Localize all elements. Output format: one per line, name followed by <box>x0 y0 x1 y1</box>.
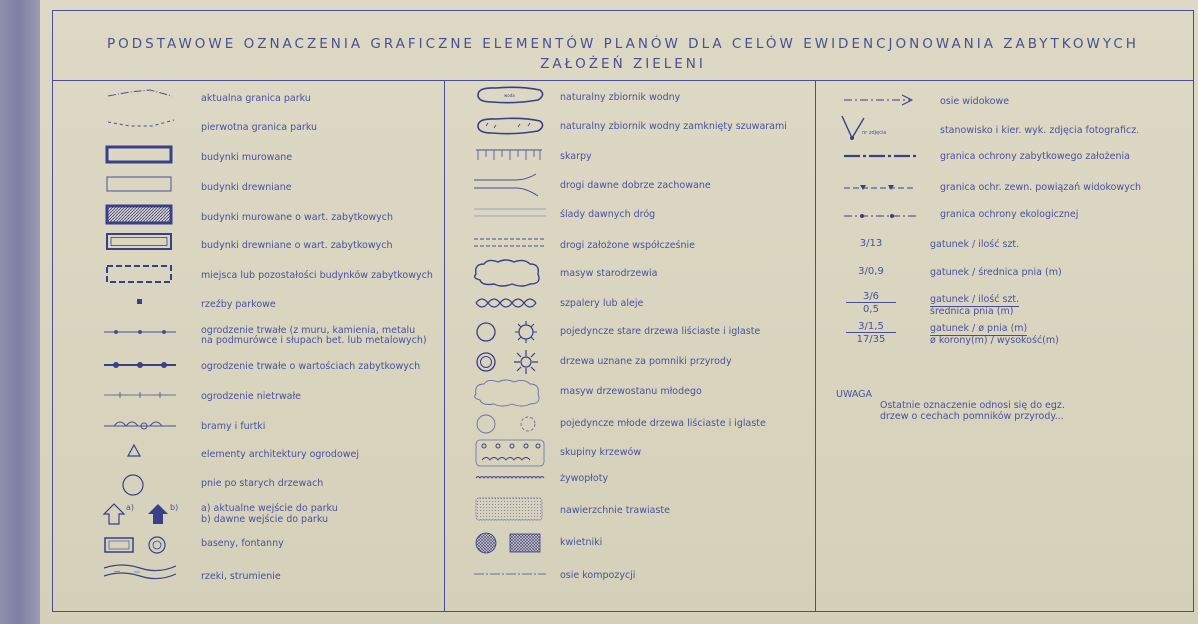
legend-label: baseny, fontanny <box>201 538 284 549</box>
legend-label: budynki drewniane o wart. zabytkowych <box>201 240 393 251</box>
legend-label: rzeźby parkowe <box>201 299 276 310</box>
river-icon <box>100 558 180 586</box>
young-woodland-icon <box>470 376 550 410</box>
fraction-3-denominator: 0,5 <box>863 304 879 315</box>
fraction-label: gatunek / ilość szt. <box>930 294 1020 305</box>
pond-reeds-icon <box>470 114 550 138</box>
legend-label: stanowisko i kier. wyk. zdjęcia fotograficz. <box>940 125 1140 136</box>
fraction-3-numerator: 3/6 <box>846 291 896 303</box>
legend-label: granica ochrony ekologicznej <box>940 209 1079 220</box>
svg-text:woda: woda <box>504 93 515 98</box>
legend-label: osie kompozycji <box>560 570 636 581</box>
legend-label: budynki drewniane <box>201 182 292 193</box>
thin-rectangle-icon <box>100 172 180 196</box>
fence-thin-icon <box>100 385 180 405</box>
legend-label: masyw starodrzewia <box>560 268 658 279</box>
legend-label: pojedyncze młode drzewa liściaste i iglaste <box>560 418 766 429</box>
legend-label: budynki murowane o wart. zabytkowych <box>201 212 394 223</box>
legend-subtitle: ZAŁOŻEŃ ZIELENI <box>540 56 706 72</box>
legend-label: naturalny zbiornik wodny <box>560 92 681 103</box>
legend-label: naturalny zbiornik wodny zamknięty szuwarami <box>560 121 787 132</box>
fence-bold-icon <box>100 355 180 375</box>
protection-boundary-icon <box>840 146 920 166</box>
note-heading: UWAGA <box>836 389 873 400</box>
old-woodland-icon <box>470 256 550 290</box>
note-text: Ostatnie oznaczenie odnosi się do egz. <box>880 400 1065 411</box>
view-axis-icon <box>840 90 920 110</box>
legend-label: miejsca lub pozostałości budynków zabytkowych <box>201 270 433 281</box>
fraction-label: gatunek / ø pnia (m) <box>930 323 1028 334</box>
dashed-boundary-icon <box>100 114 180 134</box>
legend-label: pierwotna granica parku <box>201 122 318 133</box>
entrance-tag-b: b) <box>170 503 179 512</box>
column-divider-1 <box>444 80 445 612</box>
small-square-icon <box>130 292 150 312</box>
fence-dots-icon <box>100 322 180 342</box>
legend-label: kwietniki <box>560 537 603 548</box>
fraction-label: gatunek / ilość szt. <box>930 239 1020 250</box>
legend-label: granica ochr. zewn. powiązań widokowych <box>940 182 1142 193</box>
legend-label: masyw drzewostanu młodego <box>560 386 702 397</box>
legend-label: elementy architektury ogrodowej <box>201 449 360 460</box>
legend-label: ślady dawnych dróg <box>560 209 656 220</box>
legend-label-line2: b) dawne wejście do parku <box>201 514 329 525</box>
fraction-4-denominator: 17/35 <box>856 334 886 345</box>
legend-label: drogi założone współcześnie <box>560 240 696 251</box>
bold-rectangle-icon <box>100 143 180 167</box>
hedge-icon <box>470 470 550 486</box>
legend-label: drogi dawne dobrze zachowane <box>560 180 711 191</box>
lawn-icon <box>470 494 550 524</box>
legend-label: żywopłoty <box>560 473 609 484</box>
fraction-label-line2: ø korony(m) / wysokość(m) <box>930 335 1059 346</box>
old-tree-icon <box>470 318 550 346</box>
legend-title: PODSTAWOWE OZNACZENIA GRAFICZNE ELEMENTÓW PLANÓW DLA CELÓW EWIDENCJONOWANIA ZABYTKOWYCH <box>107 36 1139 52</box>
legend-label-line2: na podmurówce i słupach bet. lub metalowych) <box>201 335 427 346</box>
legend-label: granica ochrony zabytkowego założenia <box>940 151 1130 162</box>
fraction-2: 3/0,9 <box>858 266 884 277</box>
legend-label: rzeki, strumienie <box>201 571 281 582</box>
fraction-label-line2: średnica pnia (m) <box>930 306 1014 317</box>
basin-fountain-icon <box>100 532 180 558</box>
composition-axis-icon <box>470 566 550 582</box>
legend-label: pnie po starych drzewach <box>201 478 324 489</box>
shrub-group-icon <box>470 436 550 470</box>
circle-icon <box>120 472 146 498</box>
fraction-1: 3/13 <box>859 238 883 249</box>
modern-road-icon <box>470 233 550 253</box>
note-text-line2: drzew o cechach pomników przyrody... <box>880 411 1064 422</box>
legend-label: aktualna granica parku <box>201 93 311 104</box>
legend-label: ogrodzenie nietrwałe <box>201 391 302 402</box>
legend-label: skarpy <box>560 151 592 162</box>
fraction-4-numerator: 3/1,5 <box>846 321 896 333</box>
photo-number-tag: nr zdjęcia <box>862 130 887 136</box>
young-tree-icon <box>470 410 550 438</box>
hatched-rectangle-icon <box>100 202 180 228</box>
legend-label: nawierzchnie trawiaste <box>560 505 670 516</box>
old-road-icon <box>470 172 550 198</box>
eco-boundary-icon <box>840 206 920 226</box>
legend-label: drzewa uznane za pomniki przyrody <box>560 356 732 367</box>
legend-label: ogrodzenie trwałe (z muru, kamienia, metalu <box>201 325 416 336</box>
column-divider-2 <box>815 80 816 612</box>
flowerbed-icon <box>470 528 550 558</box>
pond-icon <box>470 84 550 106</box>
fraction-label: gatunek / średnica pnia (m) <box>930 267 1062 278</box>
legend-label: osie widokowe <box>940 96 1010 107</box>
view-protection-icon <box>840 178 920 198</box>
legend-label: pojedyncze stare drzewa liściaste i iglaste <box>560 326 761 337</box>
legend-label: a) aktualne wejście do parku <box>201 503 338 514</box>
avenue-icon <box>470 292 550 314</box>
slope-icon <box>470 144 550 164</box>
legend-label: szpalery lub aleje <box>560 298 644 309</box>
monument-tree-icon <box>470 348 550 376</box>
legend-label: budynki murowane <box>201 152 293 163</box>
road-traces-icon <box>470 202 550 222</box>
legend-label: ogrodzenie trwałe o wartościach zabytkowych <box>201 361 421 372</box>
header-divider <box>52 80 1194 81</box>
left-binding-strip <box>0 0 40 624</box>
dashed-rectangle-icon <box>100 262 180 288</box>
dash-dot-boundary-icon <box>100 84 180 104</box>
legend-label: bramy i furtki <box>201 421 266 432</box>
entrance-tag-a: a) <box>126 503 135 512</box>
double-rectangle-icon <box>100 230 180 254</box>
legend-label: skupiny krzewów <box>560 447 642 458</box>
gate-icon <box>100 414 180 436</box>
triangle-icon <box>124 442 144 460</box>
